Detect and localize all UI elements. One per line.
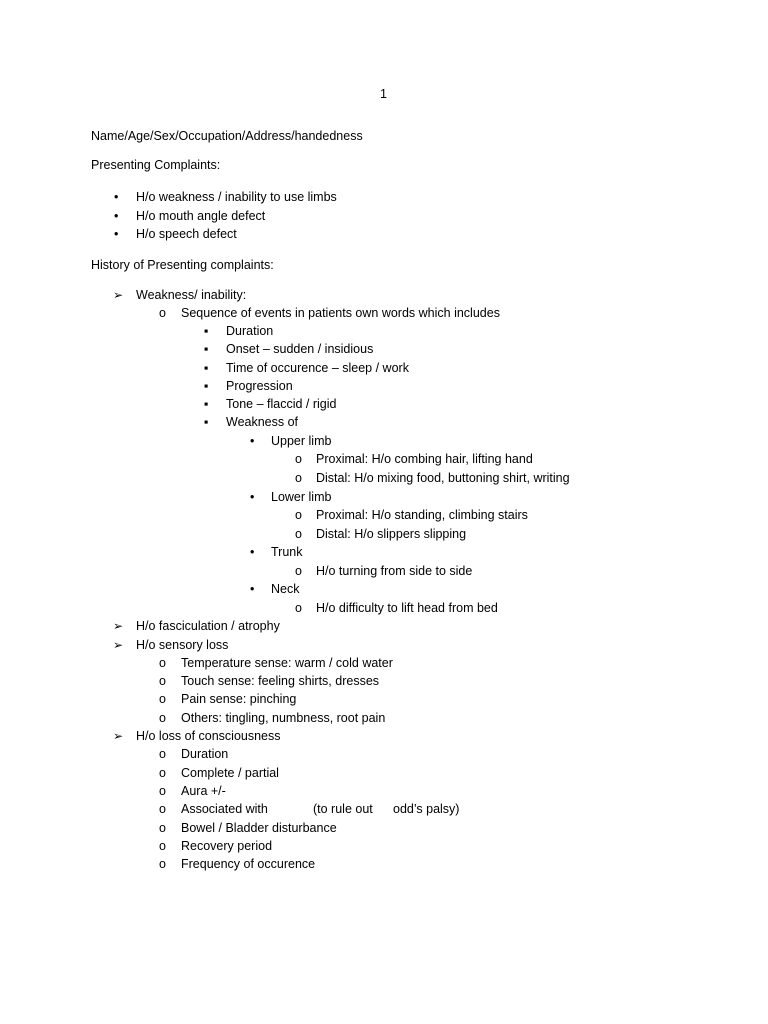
circle-bullet-icon: [159, 856, 166, 872]
circle-bullet-icon: [159, 673, 166, 689]
consciousness-item: Duration: [181, 747, 229, 761]
consciousness-item: Frequency of occurence: [181, 857, 316, 871]
consciousness-label: H/o loss of consciousness: [136, 729, 281, 743]
consciousness-item: Associated with: [181, 802, 268, 816]
upper-limb-item: Proximal: H/o combing hair, lifting hand: [316, 452, 533, 466]
weakness-detail: Tone – flaccid / rigid: [226, 397, 337, 411]
neck-item: H/o difficulty to lift head from bed: [316, 601, 498, 615]
circle-bullet-icon: [159, 765, 166, 781]
complaint-item: H/o mouth angle defect: [136, 209, 266, 223]
circle-bullet-icon: [159, 710, 166, 726]
lower-limb-item: Proximal: H/o standing, climbing stairs: [316, 508, 528, 522]
bullet-icon: [250, 489, 254, 505]
square-bullet-icon: [204, 378, 208, 394]
page-number: 1: [380, 87, 387, 101]
neck-label: Neck: [271, 582, 300, 596]
associated-note-b: odd’s palsy): [393, 802, 460, 816]
weakness-detail: Duration: [226, 324, 274, 338]
patient-details-header: Name/Age/Sex/Occupation/Address/handedness: [91, 129, 363, 143]
bullet-icon: [114, 208, 118, 224]
weakness-label: Weakness/ inability:: [136, 288, 247, 302]
sensory-item: Touch sense: feeling shirts, dresses: [181, 674, 380, 688]
lower-limb-item: Distal: H/o slippers slipping: [316, 527, 467, 541]
sensory-item: Pain sense: pinching: [181, 692, 297, 706]
sensory-loss-label: H/o sensory loss: [136, 638, 229, 652]
sensory-item: Temperature sense: warm / cold water: [181, 656, 393, 670]
upper-limb-item: Distal: H/o mixing food, buttoning shirt, writing: [316, 471, 570, 485]
consciousness-item: Recovery period: [181, 839, 273, 853]
circle-bullet-icon: [159, 305, 166, 321]
circle-bullet-icon: [159, 783, 166, 799]
circle-bullet-icon: [295, 451, 302, 467]
bullet-icon: [250, 433, 254, 449]
weakness-detail: Weakness of: [226, 415, 299, 429]
trunk-item: H/o turning from side to side: [316, 564, 473, 578]
bullet-icon: [250, 581, 254, 597]
circle-bullet-icon: [159, 746, 166, 762]
consciousness-item: Complete / partial: [181, 766, 279, 780]
lower-limb-label: Lower limb: [271, 490, 332, 504]
bullet-icon: [114, 189, 118, 205]
complaint-item: H/o weakness / inability to use limbs: [136, 190, 337, 204]
weakness-detail: Progression: [226, 379, 293, 393]
arrow-bullet-icon: [113, 618, 123, 634]
circle-bullet-icon: [159, 655, 166, 671]
complaint-item: H/o speech defect: [136, 227, 237, 241]
circle-bullet-icon: [159, 820, 166, 836]
circle-bullet-icon: [295, 470, 302, 486]
circle-bullet-icon: [159, 838, 166, 854]
upper-limb-label: Upper limb: [271, 434, 332, 448]
arrow-bullet-icon: [113, 728, 123, 744]
circle-bullet-icon: [295, 526, 302, 542]
fasciculation-item: H/o fasciculation / atrophy: [136, 619, 280, 633]
square-bullet-icon: [204, 341, 208, 357]
circle-bullet-icon: [159, 691, 166, 707]
history-title: History of Presenting complaints:: [91, 258, 274, 272]
arrow-bullet-icon: [113, 287, 123, 303]
consciousness-item: Bowel / Bladder disturbance: [181, 821, 337, 835]
weakness-detail: Onset – sudden / insidious: [226, 342, 374, 356]
circle-bullet-icon: [295, 507, 302, 523]
consciousness-item: Aura +/-: [181, 784, 226, 798]
bullet-icon: [114, 226, 118, 242]
arrow-bullet-icon: [113, 637, 123, 653]
weakness-detail: Time of occurence – sleep / work: [226, 361, 409, 375]
circle-bullet-icon: [295, 563, 302, 579]
associated-note-a: (to rule out: [313, 802, 373, 816]
square-bullet-icon: [204, 396, 208, 412]
square-bullet-icon: [204, 360, 208, 376]
circle-bullet-icon: [295, 600, 302, 616]
trunk-label: Trunk: [271, 545, 303, 559]
sensory-item: Others: tingling, numbness, root pain: [181, 711, 386, 725]
square-bullet-icon: [204, 323, 208, 339]
square-bullet-icon: [204, 414, 208, 430]
sequence-of-events: Sequence of events in patients own words which includes: [181, 306, 500, 320]
circle-bullet-icon: [159, 801, 166, 817]
bullet-icon: [250, 544, 254, 560]
presenting-complaints-title: Presenting Complaints:: [91, 158, 221, 172]
